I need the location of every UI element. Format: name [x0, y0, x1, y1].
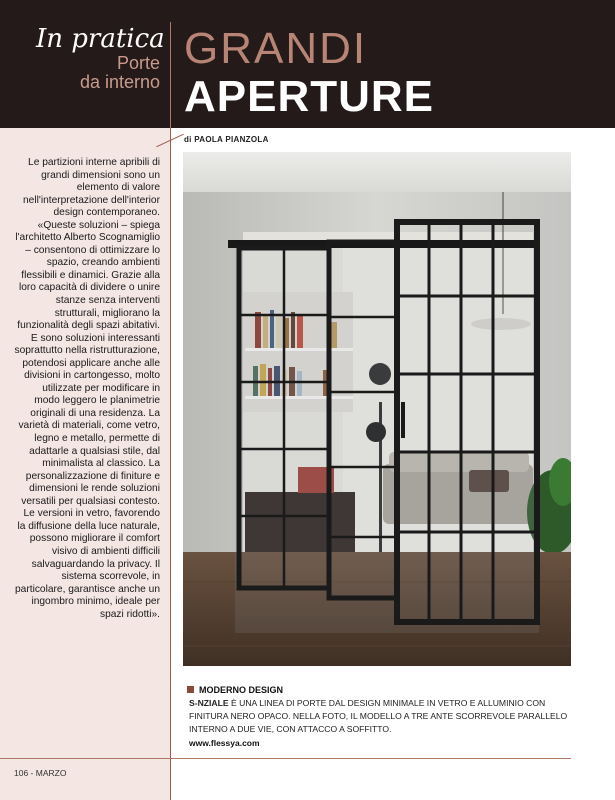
- page-folio: 106 - MARZO: [14, 768, 67, 778]
- kicker-script: In pratica: [36, 24, 165, 54]
- caption-url: www.flessya.com: [189, 738, 260, 748]
- kicker-sub-line-1: Porte: [116, 53, 160, 73]
- footer-rule: [0, 758, 571, 759]
- page-title-line-2: APERTURE: [184, 72, 435, 121]
- section-kicker: [36, 24, 165, 92]
- caption-product: S-NZIALE: [189, 698, 229, 708]
- byline: di PAOLA PIANZOLA: [184, 135, 269, 144]
- page-title-line-1: GRANDI: [184, 24, 368, 73]
- kicker-sub-line-2: da interno: [79, 72, 160, 92]
- caption-title-text: MODERNO DESIGN: [199, 685, 284, 695]
- caption-title: [187, 685, 283, 695]
- article-body: Le partizioni interne apribili di grandi dimensioni sono un elemento di valore nell'interpretazione dell'interior design contemporaneo. «Queste soluzioni – spiega l'architetto Alberto Scognamiglio – consentono di ottimizzare lo spazio, creando ambienti flessibili e dinamici. Grazie alla loro capacità di dividere o unire stanze senza interventi strutturali, migliorano la funzionalità degli spazi abitativi. E sono soluzioni interessanti soprattutto nella ristrutturazione, potendosi applicare anche alle divisioni in cartongesso, molto utilizzate per modificare in modo leggero le planimetrie originali di una residenza. La varietà di materiali, come vetro, legno e metallo, permette di adattarle a qualsiasi stile, dal minimalista al classico. La personalizzazione di finiture e dimensioni le rende soluzioni versatili per qualsiasi contesto. Le versioni in vetro, favorendo la diffusione della luce naturale, possono migliorare il comfort visivo di ambienti difficili salvaguardando la privacy. Il sistema scorrevole, in particolare, garantisce anche un ingombro minimo, ideale per spazi ridotti».: [14, 157, 160, 620]
- column-divider: [170, 128, 171, 800]
- caption-square-icon: [187, 686, 194, 693]
- caption-text: [189, 697, 569, 735]
- door-photo: [183, 152, 571, 666]
- header-divider: [170, 22, 171, 128]
- header-band: [0, 0, 615, 128]
- caption-description: È UNA LINEA DI PORTE DAL DESIGN MINIMALE IN VETRO E ALLUMINIO CON FINITURA NERO OPACO. NELLA FOTO, IL MODELLO A TRE ANTE SCORREVOLE PARALLELO INTERNO A DUE VIE, CON ATTACCO A SOFFITTO.: [189, 698, 568, 734]
